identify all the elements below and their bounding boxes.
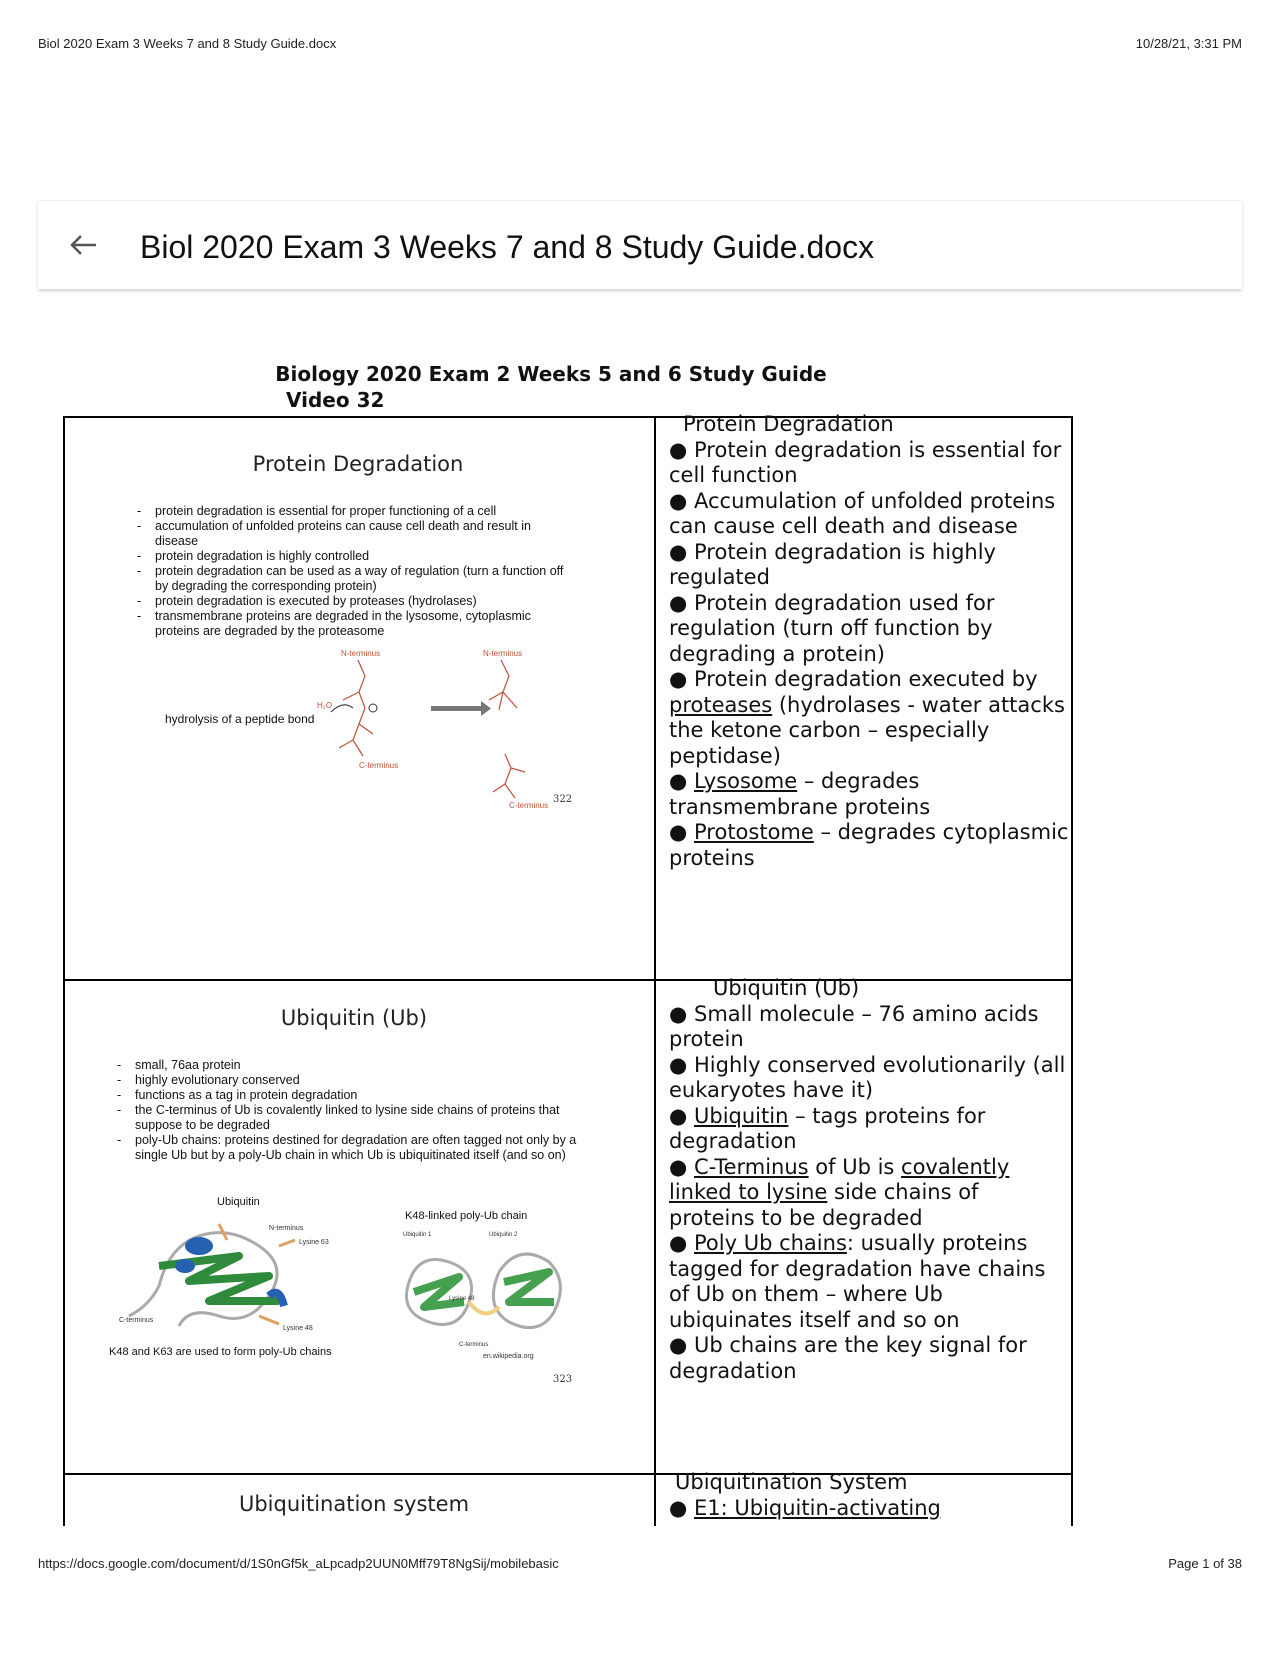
slide-bullets [117, 1058, 592, 1163]
slide-bullets [137, 504, 567, 639]
document-header-bar [38, 200, 1242, 289]
notes-title: Protein Degradation [683, 412, 894, 436]
print-header [38, 36, 1242, 54]
slide-bullet: - the C-terminus of Ub is covalently linked to lysine side chains of proteins that suppose to be degraded [117, 1103, 592, 1133]
notes-table [63, 412, 1071, 1526]
print-footer-url: https://docs.google.com/document/d/1S0nGf5k_aLpcadp2UUN0Mff79T8NgSij/mobilebasic [38, 1556, 559, 1571]
c-terminus-label: C-terminus [509, 801, 549, 810]
c-terminus-label: C-terminus [119, 1317, 154, 1324]
peptide-hydrolysis-diagram [313, 642, 583, 812]
notes-item: ● C-Terminus of Ub is covalently linked to lysine side chains of proteins to be degraded [669, 1154, 1010, 1230]
notes-item: ● E1: Ubiquitin-activating [669, 1495, 941, 1520]
notes-ubiquitination-system [669, 1470, 1069, 1521]
notes-item: ● Ub chains are the key signal for degradation [669, 1333, 1027, 1383]
n-terminus-label: N-terminus [341, 649, 381, 658]
slide-bullet: - poly-Ub chains: proteins destined for degradation are often tagged not only by a single Ub but by a poly-Ub chain in which Ub is ubiquitinated itself (and so on) [117, 1133, 592, 1163]
water-label: H₂O [317, 701, 333, 710]
source-label: en.wikipedia.org [483, 1353, 534, 1360]
notes-item: ● Poly Ub chains: usually proteins tagged for degradation have chains of Ub on them – where Ub ubiquinates itself and so on [669, 1231, 1046, 1332]
notes-item: ● Protostome – degrades cytoplasmic proteins [669, 820, 1069, 870]
slide-bullet: - transmembrane proteins are degraded in the lysosome, cytoplasmic proteins are degraded by the proteasome [137, 609, 567, 639]
slide-protein-degradation [73, 430, 643, 950]
slide-bullet: - highly evolutionary conserved [117, 1073, 592, 1088]
figure-label: hydrolysis of a peptide bond [165, 712, 315, 726]
poly-ub-chain-structure [389, 1222, 589, 1372]
print-footer [38, 1556, 1242, 1574]
notes-item: ● Protein degradation is highly regulated [669, 539, 996, 589]
back-button[interactable] [66, 227, 102, 263]
notes-item: ● Highly conserved evolutionarily (all eukaryotes have it) [669, 1052, 1066, 1102]
slide-title: Protein Degradation [252, 452, 464, 476]
page-heading: Biology 2020 Exam 2 Weeks 5 and 6 Study Guide [275, 362, 827, 386]
slide-bullet: - functions as a tag in protein degradation [117, 1088, 592, 1103]
lysine-48-label: Lysine 48 [283, 1325, 313, 1332]
notes-title: Ubiquitin (Ub) [713, 976, 860, 1000]
notes-item: ● Protein degradation executed by proteases (hydrolases - water attacks the ketone carbon – especially peptidase) [669, 667, 1065, 768]
document-body [38, 330, 1242, 1526]
ubiquitin-2-label: Ubiquitin 2 [489, 1232, 518, 1238]
lysine-48-label: Lysine 48 [449, 1296, 475, 1302]
slide-bullet: - protein degradation is highly controlled [137, 549, 567, 564]
print-header-datetime: 10/28/21, 3:31 PM [1135, 36, 1242, 51]
table-border-right [1071, 416, 1073, 1526]
slide-bullet: - protein degradation can be used as a way of regulation (turn a function off by degrading the corresponding protein) [137, 564, 567, 594]
n-terminus-label: N-terminus [483, 649, 523, 658]
slide-bullet: - accumulation of unfolded proteins can cause cell death and result in disease [137, 519, 567, 549]
notes-item: ● Protein degradation used for regulation (turn off function by degrading a protein) [669, 590, 995, 666]
ubiquitin-structure [119, 1206, 349, 1346]
arrow-left-icon [66, 227, 102, 263]
print-footer-page: Page 1 of 38 [1168, 1556, 1242, 1571]
c-terminus-label: C-terminus [359, 761, 399, 770]
slide-bullet: - small, 76aa protein [117, 1058, 592, 1073]
n-terminus-label: N-terminus [269, 1225, 304, 1232]
slide-ubiquitination-system [69, 1488, 639, 1526]
notes-title: Ubiquitination System [675, 1470, 908, 1494]
slide-title: Ubiquitin (Ub) [280, 1006, 428, 1030]
ubiquitin-label: Ubiquitin [217, 1196, 260, 1208]
c-terminus-label: C-terminus [459, 1342, 489, 1348]
document-title: Biol 2020 Exam 3 Weeks 7 and 8 Study Guide.docx [140, 229, 875, 265]
ubiquitin-1-label: Ubiquitin 1 [403, 1232, 432, 1238]
notes-item: ● Small molecule – 76 amino acids protein [669, 1001, 1039, 1051]
slide-number: 323 [553, 1374, 573, 1385]
print-header-title: Biol 2020 Exam 3 Weeks 7 and 8 Study Guide.docx [38, 36, 337, 51]
figure-caption: K48 and K63 are used to form poly-Ub chains [109, 1346, 332, 1358]
notes-ubiquitin [669, 976, 1069, 1384]
notes-protein-degradation [669, 412, 1069, 871]
table-column-divider [654, 416, 656, 1526]
notes-item: ● Lysosome – degrades transmembrane proteins [669, 769, 931, 819]
slide-title: Ubiquitination system [238, 1492, 470, 1516]
notes-item: ● Accumulation of unfolded proteins can cause cell death and disease [669, 488, 1056, 538]
lysine-63-label: Lysine 63 [299, 1239, 329, 1246]
notes-item: ● Protein degradation is essential for cell function [669, 437, 1062, 487]
slide-ubiquitin [69, 994, 639, 1464]
notes-item: ● Ubiquitin – tags proteins for degradation [669, 1103, 986, 1153]
video-heading: Video 32 [286, 388, 385, 412]
table-border-left [63, 416, 65, 1526]
slide-number: 322 [553, 794, 573, 805]
slide-bullet: - protein degradation is essential for proper functioning of a cell [137, 504, 567, 519]
slide-bullet: - protein degradation is executed by proteases (hydrolases) [137, 594, 567, 609]
poly-ub-chain-label: K48-linked poly-Ub chain [405, 1210, 528, 1222]
